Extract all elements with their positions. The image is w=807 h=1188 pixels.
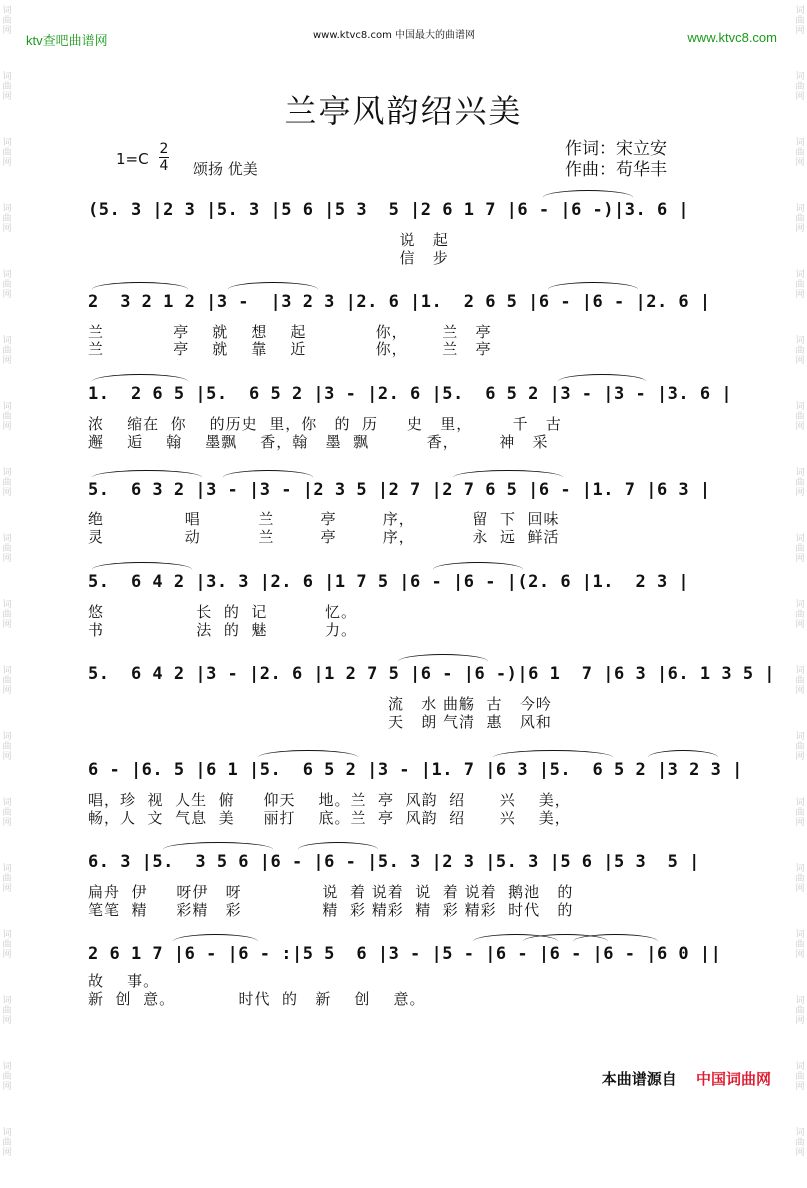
watermark-text: 词曲网 — [795, 204, 805, 234]
watermark-text: 词曲网 — [795, 402, 805, 432]
watermark-text: 词曲网 — [795, 1128, 805, 1158]
watermark-text: 词曲网 — [2, 798, 12, 828]
watermark-text: 词曲网 — [795, 864, 805, 894]
lyrics-verse-1: 流 水 曲觞 古 今吟 — [88, 695, 552, 713]
watermark-text: 词曲网 — [2, 600, 12, 630]
watermark-text: 词曲网 — [795, 798, 805, 828]
lyrics-verse-1: 绝 唱 兰 亭 序， 留 下 回味 — [88, 510, 560, 528]
lyrics-verse-1: 唱，珍 视 人生 俯 仰天 地。兰 亭 风韵 绍 兴 美， — [88, 791, 571, 809]
watermark-text: 词曲网 — [2, 6, 12, 36]
watermark-text: 词曲网 — [795, 270, 805, 300]
watermark-left — [0, 0, 14, 1158]
lyrics-verse-2: 信 步 — [88, 249, 449, 267]
watermark-text: 词曲网 — [2, 666, 12, 696]
lyrics-verse-2: 兰 亭 就 靠 近 你， 兰 亭 — [88, 340, 492, 358]
composer-credit: 作曲：苟华丰 — [565, 160, 667, 180]
time-signature-bottom: 4 — [159, 158, 169, 174]
watermark-text: 词曲网 — [2, 468, 12, 498]
watermark-text: 词曲网 — [2, 336, 12, 366]
song-title: 兰亭风韵绍兴美 — [284, 92, 523, 130]
watermark-text: 词曲网 — [795, 72, 805, 102]
lyrics-verse-1: 说 起 — [88, 231, 449, 249]
watermark-text: 词曲网 — [2, 534, 12, 564]
notation: 2 3 2 1 2 |3 - |3 2 3 |2. 6 |1. 2 6 5 |6 - |6 - |2. 6 | — [88, 292, 711, 312]
watermark-text: 词曲网 — [795, 468, 805, 498]
score-line-6 — [88, 664, 776, 688]
notation: 5. 6 4 2 |3. 3 |2. 6 |1 7 5 |6 - |6 - |(2. 6 |1. 2 3 | — [88, 572, 690, 592]
watermark-text: 词曲网 — [2, 72, 12, 102]
watermark-text: 词曲网 — [795, 666, 805, 696]
watermark-text: 词曲网 — [795, 732, 805, 762]
watermark-text: 词曲网 — [2, 930, 12, 960]
score-line-4 — [88, 480, 728, 504]
watermark-text: 词曲网 — [2, 732, 12, 762]
header-site-name[interactable]: ktv查吧曲谱网 — [26, 33, 108, 48]
watermark-text: 词曲网 — [795, 930, 805, 960]
lyrics-verse-1: 浓 缩在 你 的历史 里，你 的 历 史 里， 千 古 — [88, 415, 562, 433]
lyrics-verse-2: 书 法 的 魅 力。 — [88, 621, 358, 639]
watermark-text: 词曲网 — [795, 1062, 805, 1092]
time-signature — [159, 141, 169, 174]
header-site-url[interactable]: www.ktvc8.com — [687, 30, 777, 45]
watermark-text: 词曲网 — [795, 6, 805, 36]
notation: 6. 3 |5. 3 5 6 |6 - |6 - |5. 3 |2 3 |5. 3 |5 6 |5 3 5 | — [88, 852, 700, 872]
lyrics-verse-2: 邂 逅 翰 墨飘 香，翰 墨 飘 香， 神 采 — [88, 433, 549, 451]
watermark-text: 词曲网 — [2, 402, 12, 432]
notation: 5. 6 3 2 |3 - |3 - |2 3 5 |2 7 |2 7 6 5 |6 - |1. 7 |6 3 | — [88, 480, 711, 500]
notation: 2 6 1 7 |6 - |6 - :|5 5 6 |3 - |5 - |6 - |6 - |6 - |6 0 || — [88, 944, 722, 964]
lyrics-verse-2: 新 创 意。 时代 的 新 创 意。 — [88, 990, 426, 1008]
lyrics-verse-1: 扁舟 伊 呀伊 呀 说 着 说着 说 着 说着 鹅池 的 — [88, 883, 574, 901]
watermark-text: 词曲网 — [2, 138, 12, 168]
watermark-text: 词曲网 — [2, 996, 12, 1026]
watermark-text: 词曲网 — [795, 336, 805, 366]
footer-brand-link[interactable]: 中国词曲网 — [695, 1070, 771, 1088]
watermark-text: 词曲网 — [795, 996, 805, 1026]
source-footer — [602, 1068, 771, 1089]
score-line-9 — [88, 944, 728, 968]
watermark-text: 词曲网 — [2, 1062, 12, 1092]
watermark-text: 词曲网 — [795, 138, 805, 168]
time-signature-top: 2 — [159, 141, 169, 157]
header-site-tagline[interactable]: www.ktvc8.com 中国最大的曲谱网 — [313, 30, 476, 41]
watermark-right — [793, 0, 807, 1158]
watermark-text: 词曲网 — [2, 204, 12, 234]
tempo-marking: 颂扬 优美 — [193, 160, 258, 178]
lyrics-verse-2: 灵 动 兰 亭 序， 永 远 鲜活 — [88, 528, 560, 546]
lyrics-verse-1: 悠 长 的 记 忆。 — [88, 603, 358, 621]
score-line-8 — [88, 852, 728, 876]
lyrics-verse-1: 故 事。 — [88, 972, 160, 990]
footer-label: 本曲谱源自 — [601, 1070, 677, 1088]
notation: 1. 2 6 5 |5. 6 5 2 |3 - |2. 6 |5. 6 5 2 |3 - |3 - |3. 6 | — [88, 384, 733, 404]
key-signature: 1=C — [116, 150, 149, 168]
lyricist-credit: 作词：宋立安 — [565, 139, 667, 159]
score-line-2 — [88, 292, 728, 316]
lyrics-verse-2: 笔笔 精 彩精 彩 精 彩 精彩 精 彩 精彩 时代 的 — [88, 901, 574, 919]
watermark-text: 词曲网 — [795, 600, 805, 630]
score-line-1 — [88, 200, 728, 224]
watermark-text: 词曲网 — [795, 534, 805, 564]
lyrics-verse-2: 天 朗 气清 惠 风和 — [88, 713, 552, 731]
notation: (5. 3 |2 3 |5. 3 |5 6 |5 3 5 |2 6 1 7 |6 - |6 -)|3. 6 | — [88, 200, 690, 220]
lyrics-verse-2: 畅，人 文 气息 美 丽打 底。兰 亭 风韵 绍 兴 美， — [88, 809, 571, 827]
notation: 6 - |6. 5 |6 1 |5. 6 5 2 |3 - |1. 7 |6 3 |5. 6 5 2 |3 2 3 | — [88, 760, 743, 780]
watermark-text: 词曲网 — [2, 864, 12, 894]
notation: 5. 6 4 2 |3 - |2. 6 |1 2 7 5 |6 - |6 -)|6 1 7 |6 3 |6. 1 3 5 | — [88, 664, 776, 684]
score-line-5 — [88, 572, 728, 596]
lyrics-verse-1: 兰 亭 就 想 起 你， 兰 亭 — [88, 323, 492, 341]
watermark-text: 词曲网 — [2, 1128, 12, 1158]
score-line-3 — [88, 384, 733, 408]
score-line-7 — [88, 760, 743, 784]
watermark-text: 词曲网 — [2, 270, 12, 300]
